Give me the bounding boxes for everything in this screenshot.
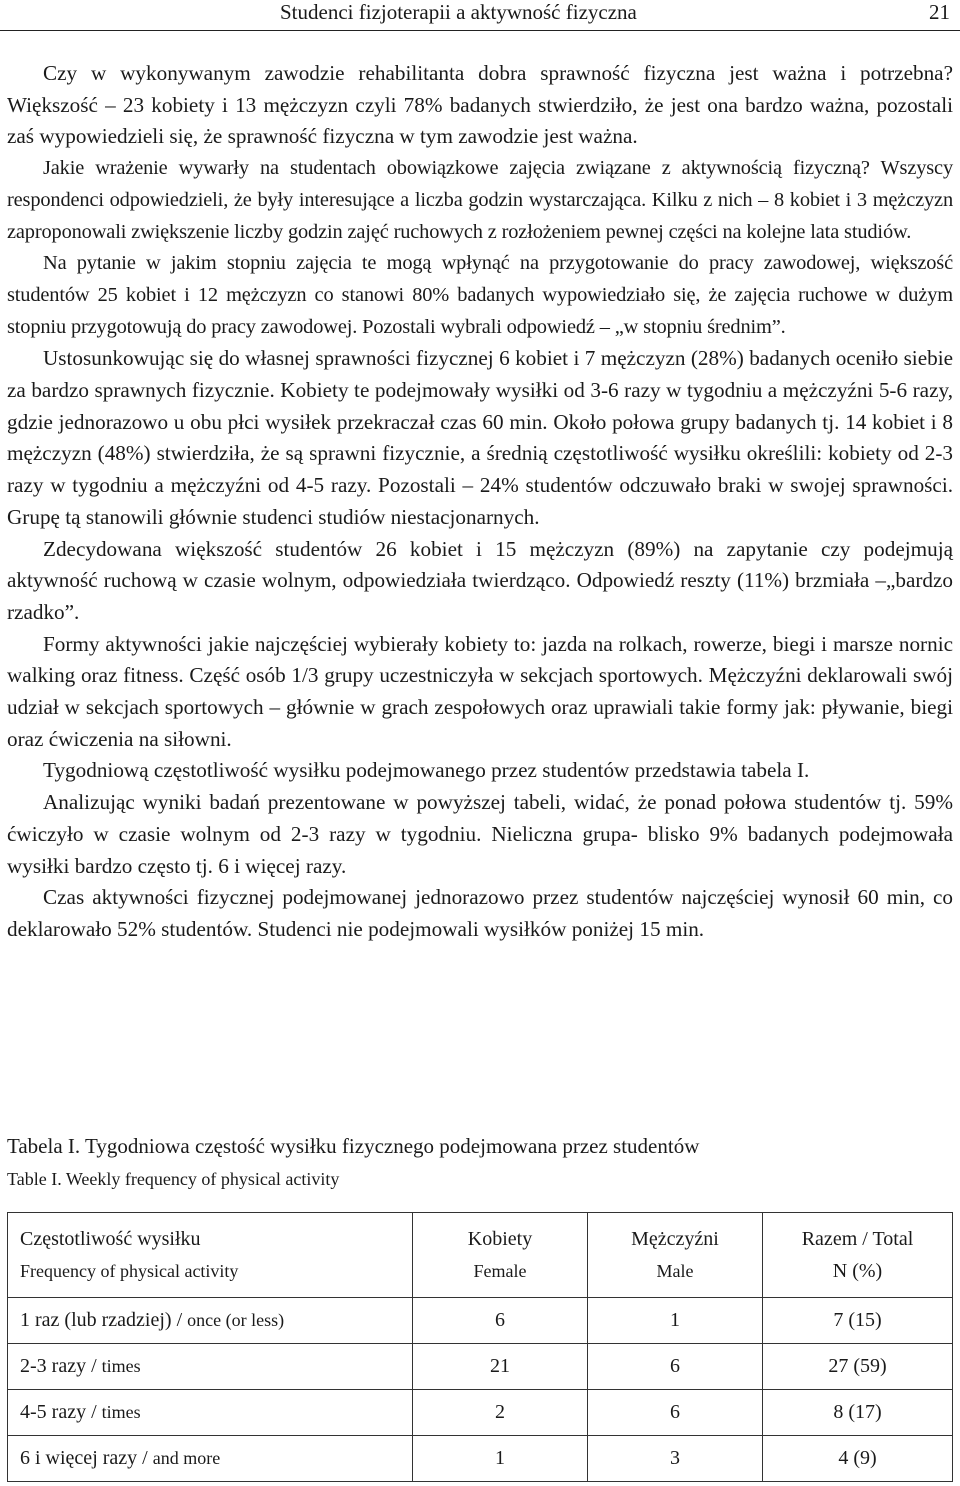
header-label-en: N (%) xyxy=(832,1260,883,1282)
cell-total: 4 (9) xyxy=(763,1436,953,1482)
row-label xyxy=(8,1390,413,1436)
paragraph: Tygodniową częstotliwość wysiłku podejmowanego przez studentów przedstawia tabela I. xyxy=(43,758,810,783)
running-title: Studenci fizjoterapii a aktywność fizyczna xyxy=(280,0,637,24)
row-label-en: and more xyxy=(152,1448,221,1468)
cell-female: 21 xyxy=(413,1344,588,1390)
paragraph: Analizując wyniki badań prezentowane w powyższej tabeli, widać, że ponad połowa studentów tj. 59% ćwiczyło w czasie wolnym od 2-3 razy w tygodniu. Nieliczna grupa- blisko 9% badanych podejmowała wysiłki bardzo często tj. 6 i więcej razy. xyxy=(7,790,953,878)
row-label-pl: 1 raz (lub rzadziej) / xyxy=(20,1309,183,1331)
row-label-en: times xyxy=(101,1356,141,1376)
row-label-en: times xyxy=(101,1402,141,1422)
header-label-en: Male xyxy=(656,1261,694,1281)
header-label-pl: Kobiety xyxy=(467,1228,533,1250)
paragraph: Jakie wrażenie wywarły na studentach obowiązkowe zajęcia związane z aktywnością fizyczną? Wszyscy respondenci odpowiedzieli, że były interesujące a liczba godzin wystarczająca. Kilku z nich – 8 kobiet i 3 mężczyzn zaproponowali zwiększenie liczby godzin zajęć ruchowych z rozłożeniem pewnej części na kolejne lata studiów. xyxy=(7,157,953,243)
page-number: 21 xyxy=(929,0,950,24)
cell-male: 6 xyxy=(588,1344,763,1390)
cell-female: 1 xyxy=(413,1436,588,1482)
header-label-en: Frequency of physical activity xyxy=(20,1261,239,1281)
table-caption-polish: Tabela I. Tygodniowa częstość wysiłku fizycznego podejmowana przez studentów xyxy=(7,1134,700,1158)
table-row xyxy=(8,1298,953,1344)
paragraph: Czas aktywności fizycznej podejmowanej jednorazowo przez studentów najczęściej wynosił 60 min, co deklarowało 52% studentów. Studenci nie podejmowali wysiłków poniżej 15 min. xyxy=(7,885,953,941)
row-label-pl: 4-5 razy / xyxy=(20,1401,97,1423)
cell-total: 27 (59) xyxy=(763,1344,953,1390)
cell-male: 3 xyxy=(588,1436,763,1482)
header-total xyxy=(763,1213,953,1298)
header-male xyxy=(588,1213,763,1298)
running-header xyxy=(0,0,960,31)
article-body xyxy=(7,58,953,946)
row-label-pl: 6 i więcej razy / xyxy=(20,1447,148,1469)
row-label xyxy=(8,1344,413,1390)
cell-total: 7 (15) xyxy=(763,1298,953,1344)
header-label-en: Female xyxy=(473,1261,527,1281)
row-label-en: once (or less) xyxy=(187,1310,285,1330)
cell-female: 2 xyxy=(413,1390,588,1436)
paragraph: Czy w wykonywanym zawodzie rehabilitanta dobra sprawność fizyczna jest ważna i potrzebna? Większość – 23 kobiety i 13 mężczyzn czyli 78% badanych stwierdziło, że jest ona bardzo ważna, pozostali zaś wypowiedzieli się, że sprawność fizyczna w tym zawodzie jest ważna. xyxy=(7,61,953,149)
paragraph: Formy aktywności jakie najczęściej wybierały kobiety to: jazda na rolkach, rowerze, biegi i marsze nornic walking oraz fitness. Część osób 1/3 grupy uczestniczyła w sekcjach sportowych. Mężczyźni deklarowali swój udział w sekcjach sportowych – głównie w grach zespołowych oraz uprawiali takie formy jak: pływanie, biegi oraz ćwiczenia na siłowni. xyxy=(7,631,953,751)
table-row xyxy=(8,1436,953,1482)
frequency-table xyxy=(7,1212,953,1482)
table-row xyxy=(8,1390,953,1436)
cell-female: 6 xyxy=(413,1298,588,1344)
table-row xyxy=(8,1344,953,1390)
paragraph: Ustosunkowując się do własnej sprawności fizycznej 6 kobiet i 7 mężczyzn (28%) badanych oceniło siebie za bardzo sprawnych fizycznie. Kobiety te podejmowały wysiłki od 3-6 razy w tygodniu a mężczyźni 5-6 razy, gdzie jednorazowo u obu płci wysiłek przekraczał czas 60 min. Około połowa grupy badanych tj. 14 kobiet i 8 mężczyzn (48%) stwierdziła, że są sprawni fizycznie, a średnią częstotliwość wysiłku określili: kobiety od 2-3 razy w tygodniu a mężczyźni od 4-5 razy. Pozostali – 24% studentów odczuwało braki w swojej sprawności. Grupę tą stanowili głównie studenci studiów niestacjonarnych. xyxy=(7,346,953,529)
paragraph: Zdecydowana większość studentów 26 kobiet i 15 mężczyzn (89%) na zapytanie czy podejmują aktywność ruchową w czasie wolnym, odpowiedziała twierdząco. Odpowiedź reszty (11%) brzmiała –„bardzo rzadko”. xyxy=(7,536,953,624)
row-label-pl: 2-3 razy / xyxy=(20,1355,97,1377)
paragraph: Na pytanie w jakim stopniu zajęcia te mogą wpłynąć na przygotowanie do pracy zawodowej, większość studentów 25 kobiet i 12 mężczyzn co stanowi 80% badanych wypowiedziało się, że zajęcia ruchowe w dużym stopniu przygotowują do pracy zawodowej. Pozostali wybrali odpowiedź – „w stopniu średnim”. xyxy=(7,252,953,338)
header-label-pl: Razem / Total xyxy=(801,1228,914,1250)
table-caption-english: Table I. Weekly frequency of physical activity xyxy=(7,1169,340,1189)
header-frequency xyxy=(8,1213,413,1298)
row-label xyxy=(8,1436,413,1482)
table-header-row xyxy=(8,1213,953,1298)
row-label xyxy=(8,1298,413,1344)
cell-male: 1 xyxy=(588,1298,763,1344)
header-label-pl: Częstotliwość wysiłku xyxy=(20,1228,201,1250)
header-label-pl: Mężczyźni xyxy=(631,1228,719,1250)
header-female xyxy=(413,1213,588,1298)
cell-male: 6 xyxy=(588,1390,763,1436)
cell-total: 8 (17) xyxy=(763,1390,953,1436)
